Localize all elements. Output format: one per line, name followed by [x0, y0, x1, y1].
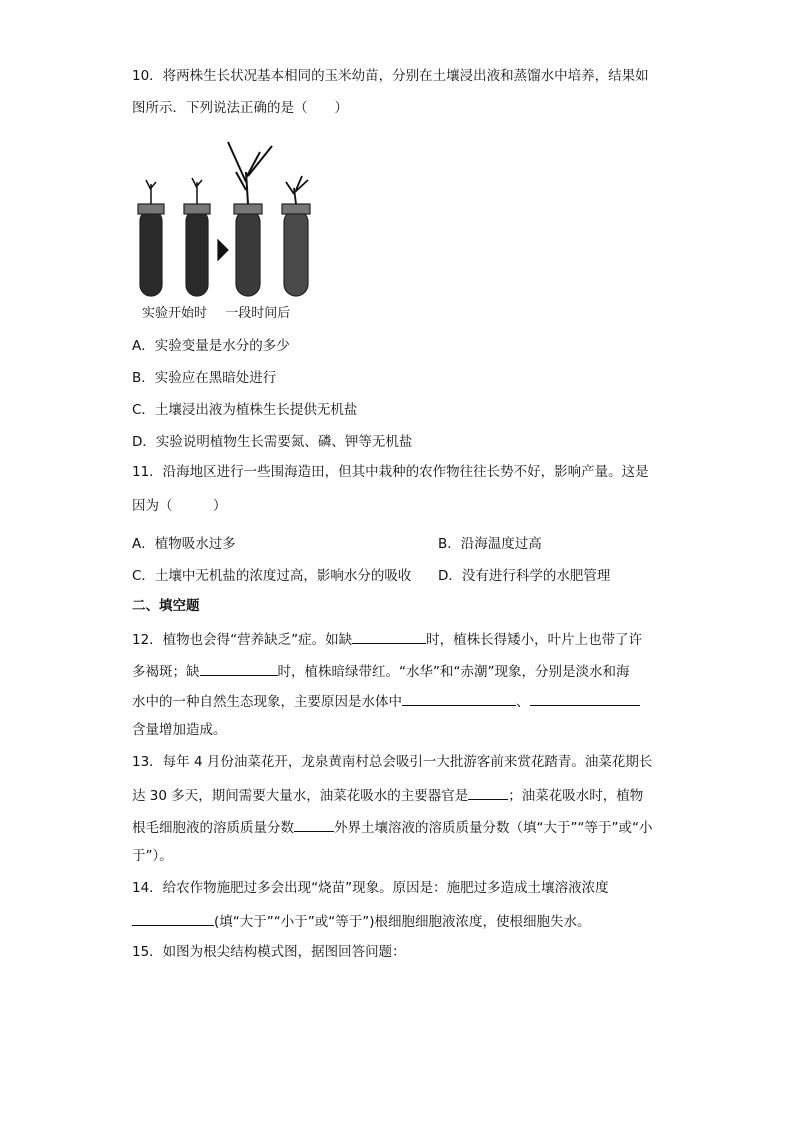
q12-line3 [132, 690, 640, 712]
q12-text-3b: 、 [516, 694, 530, 710]
q11-option-b: B．沿海温度过高 [438, 536, 542, 552]
section-title: 二、填空题 [132, 598, 200, 614]
figure-caption [142, 302, 290, 321]
q13-text-2b: ；油菜花吸水时，植物 [508, 788, 644, 804]
q12-text-2b: 时，植株暗绿带红。“水华”和“赤潮”现象，分别是淡水和海 [277, 664, 630, 680]
q11-stem-line1: 11．沿海地区进行一些围海造田，但其中栽种的农作物往往长势不好，影响产量。这是 [132, 464, 649, 480]
q10-stem-line1: 10．将两株生长状况基本相同的玉米幼苗，分别在土壤浸出液和蒸馏水中培养，结果如 [132, 68, 649, 84]
q10-stem-line2: 图所示．下列说法正确的是（ ） [132, 100, 348, 116]
q14-blank-1[interactable] [132, 910, 214, 926]
test-tube-figure [136, 132, 316, 328]
q13-line1: 13．每年 4 月份油菜花开，龙泉黄南村总会吸引一大批游客前来赏花踏青。油菜花期长 [132, 754, 653, 770]
q10-option-d: D．实验说明植物生长需要氮、磷、钾等无机盐 [132, 434, 413, 450]
q12-text-2a: 多褐斑；缺 [132, 664, 200, 680]
q11-stem-line2: 因为（ ） [132, 498, 227, 514]
q11-option-c: C．土壤中无机盐的浓度过高，影响水分的吸收 [132, 568, 412, 584]
q12-blank-1[interactable] [352, 628, 426, 644]
q10-option-a: A．实验变量是水分的多少 [132, 338, 290, 354]
q11-option-a: A．植物吸水过多 [132, 536, 236, 552]
q12-blank-4[interactable] [530, 690, 640, 706]
q14-line2 [132, 910, 591, 932]
q12-text-1a: 12．植物也会得“营养缺乏”症。如缺 [132, 632, 353, 648]
q10-option-c: C．土壤浸出液为植株生长提供无机盐 [132, 402, 358, 418]
q12-text-3a: 水中的一种自然生态现象，主要原因是水体中 [132, 694, 402, 710]
q13-line3 [132, 816, 652, 838]
q12-blank-2[interactable] [200, 660, 278, 676]
q13-text-3a: 根毛细胞液的溶质质量分数 [132, 820, 294, 836]
q13-blank-1[interactable] [468, 784, 508, 800]
caption-after: 一段时间后 [225, 306, 291, 321]
q13-text-2a: 达 30 多天，期间需要大量水，油菜花吸水的主要器官是 [132, 788, 469, 804]
q13-line4: 于”）。 [132, 848, 173, 864]
q14-text-2: (填“大于”“小于”或“等于”)根细胞细胞液浓度，使根细胞失水。 [214, 914, 591, 930]
q13-line2 [132, 784, 643, 806]
q12-line1 [132, 628, 642, 650]
q12-blank-3[interactable] [402, 690, 516, 706]
q13-blank-2[interactable] [294, 816, 334, 832]
caption-start: 实验开始时 [142, 306, 208, 321]
q14-line1: 14．给农作物施肥过多会出现“烧苗”现象。原因是：施肥过多造成土壤溶液浓度 [132, 880, 609, 896]
q12-line4: 含量增加造成。 [132, 722, 227, 738]
test-tube-illustration [136, 132, 316, 302]
q12-text-1b: 时，植株长得矮小，叶片上也带了许 [426, 632, 643, 648]
q12-line2 [132, 660, 629, 682]
q15-line1: 15．如图为根尖结构模式图，据图回答问题： [132, 944, 406, 960]
q13-text-3b: 外界土壤溶液的溶质质量分数（填“大于”“等于”或“小 [334, 820, 653, 836]
q11-option-d: D．没有进行科学的水肥管理 [438, 568, 611, 584]
q10-option-b: B．实验应在黑暗处进行 [132, 370, 277, 386]
